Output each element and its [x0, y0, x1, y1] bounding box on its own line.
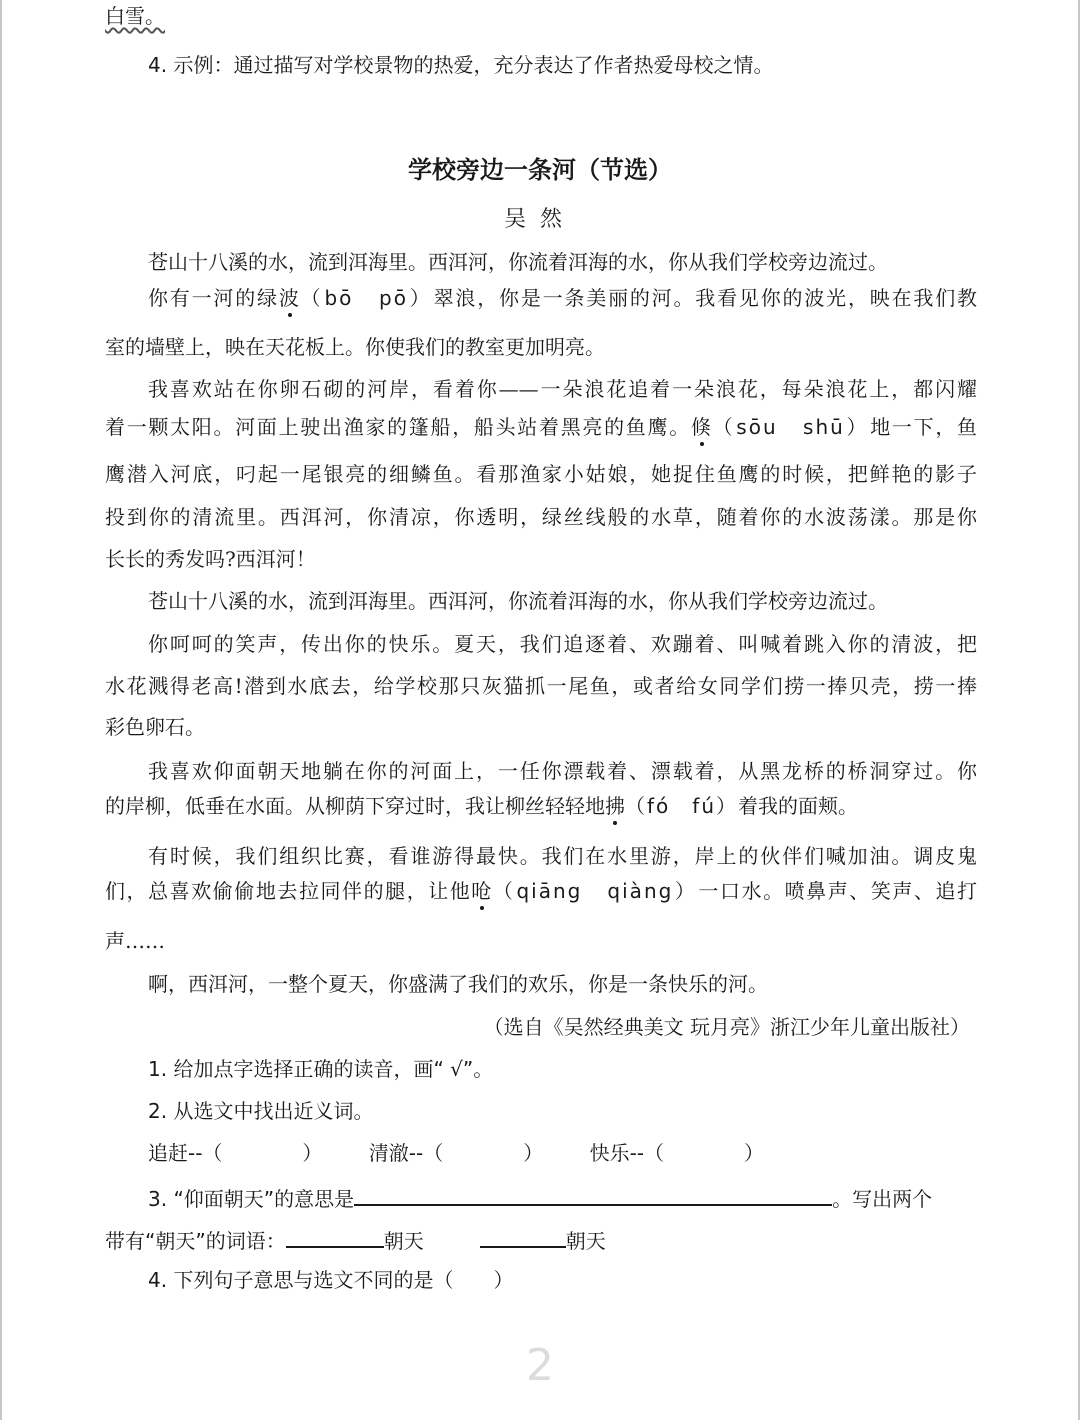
- answer-blank-word-2[interactable]: [480, 1224, 566, 1248]
- question-4: 4. 下列句子意思与选文不同的是（ ）: [148, 1268, 514, 1292]
- question-2-items: [148, 1139, 804, 1167]
- question-1: 1. 给加点字选择正确的读音，画“ √”。: [148, 1057, 494, 1081]
- synonym-blank-clear[interactable]: 清澈--（ ）: [368, 1141, 544, 1165]
- paragraph-5-line-2: 水花溅得老高!潜到水底去，给学校那只灰猫抓一尾鱼，或者给女同学们捞一捧贝壳，捞一捧: [105, 674, 977, 698]
- dotted-char-bo: 波: [278, 286, 301, 310]
- pinyin-options-qiang: （qiāng qiàng）: [492, 879, 699, 903]
- synonym-blank-happy[interactable]: 快乐--（ ）: [589, 1141, 765, 1165]
- paragraph-7-line-2: 们，总喜欢偷偷地去拉同伴的腿，让他呛（qiāng qiàng）一口水。喷鼻声、笑声、追打: [105, 879, 978, 903]
- pinyin-options-shu: （sōu shū）: [712, 415, 871, 439]
- paragraph-3-line-5: 长长的秀发吗?西洱河！: [105, 547, 316, 571]
- paragraph-1: 苍山十八溪的水，流到洱海里。西洱河，你流着洱海的水，你从我们学校旁边流过。: [148, 250, 888, 274]
- paragraph-6-line-2: 的岸柳，低垂在水面。从柳荫下穿过时，我让柳丝轻轻地拂（fó fú）着我的面颊。: [105, 794, 858, 818]
- dotted-char-fu: 拂: [605, 794, 625, 818]
- question-3-line-1: 3. “仰面朝天”的意思是 。写出两个: [148, 1182, 932, 1213]
- paragraph-3-line-1: 我喜欢站在你卵石砌的河岸，看着你——一朵浪花追着一朵浪花，每朵浪花上，都闪耀: [148, 377, 977, 401]
- question-3-line-2: 带有“朝天”的词语： 朝天 朝天: [105, 1224, 606, 1255]
- prev-answer-4: 4. 示例：通过描写对学校景物的热爱，充分表达了作者热爱母校之情。: [148, 53, 774, 77]
- dotted-char-shu: 倏: [690, 415, 713, 439]
- paragraph-3-line-4: 投到你的清流里。西洱河，你清凉，你透明，绿丝线般的水草，随着你的水波荡漾。那是你: [105, 505, 977, 529]
- article-title: 学校旁边一条河（节选）: [408, 156, 672, 184]
- answer-blank-meaning[interactable]: [354, 1182, 832, 1206]
- paragraph-5-line-1: 你呵呵的笑声，传出你的快乐。夏天，我们追逐着、欢蹦着、叫喊着跳入你的清波，把: [148, 632, 977, 656]
- paragraph-7-line-1: 有时候，我们组织比赛，看谁游得最快。我们在水里游，岸上的伙伴们喊加油。调皮鬼: [148, 844, 977, 868]
- paragraph-2-line-2: 室的墙壁上，映在天花板上。你使我们的教室更加明亮。: [105, 335, 605, 359]
- page-number: 2: [526, 1340, 554, 1391]
- question-2: 2. 从选文中找出近义词。: [148, 1099, 374, 1123]
- paragraph-8: 啊，西洱河，一整个夏天，你盛满了我们的欢乐，你是一条快乐的河。: [148, 972, 768, 996]
- paragraph-3-line-2: 着一颗太阳。河面上驶出渔家的篷船，船头站着黑亮的鱼鹰。倏（sōu shū）地一下，鱼: [105, 415, 978, 439]
- answer-blank-word-1[interactable]: [286, 1224, 384, 1248]
- dotted-char-qiang: 呛: [471, 879, 493, 903]
- pinyin-options-bo: （bō pō）: [300, 286, 434, 310]
- paragraph-5-line-3: 彩色卵石。: [105, 715, 205, 739]
- article-author: 吴然: [503, 207, 576, 232]
- paragraph-2-line-1: 你有一河的绿波（bō pō）翠浪，你是一条美丽的河。我看见你的波光，映在我们教: [148, 286, 978, 310]
- pinyin-options-fu: （fó fú）: [625, 794, 738, 818]
- paragraph-6-line-1: 我喜欢仰面朝天地躺在你的河面上，一任你漂载着、漂载着，从黑龙桥的桥洞穿过。你: [148, 759, 977, 783]
- paragraph-3-line-3: 鹰潜入河底，叼起一尾银亮的细鳞鱼。看那渔家小姑娘，她捉住鱼鹰的时候，把鲜艳的影子: [105, 462, 977, 486]
- article-source: （选自《吴然经典美文 玩月亮》浙江少年儿童出版社）: [483, 1015, 970, 1039]
- paragraph-7-line-3: 声……: [105, 929, 165, 953]
- paragraph-4: 苍山十八溪的水，流到洱海里。西洱河，你流着洱海的水，你从我们学校旁边流过。: [148, 589, 888, 613]
- synonym-blank-chasing[interactable]: 追赶--（ ）: [148, 1141, 323, 1165]
- prev-answer-tail: 白雪。: [105, 4, 165, 28]
